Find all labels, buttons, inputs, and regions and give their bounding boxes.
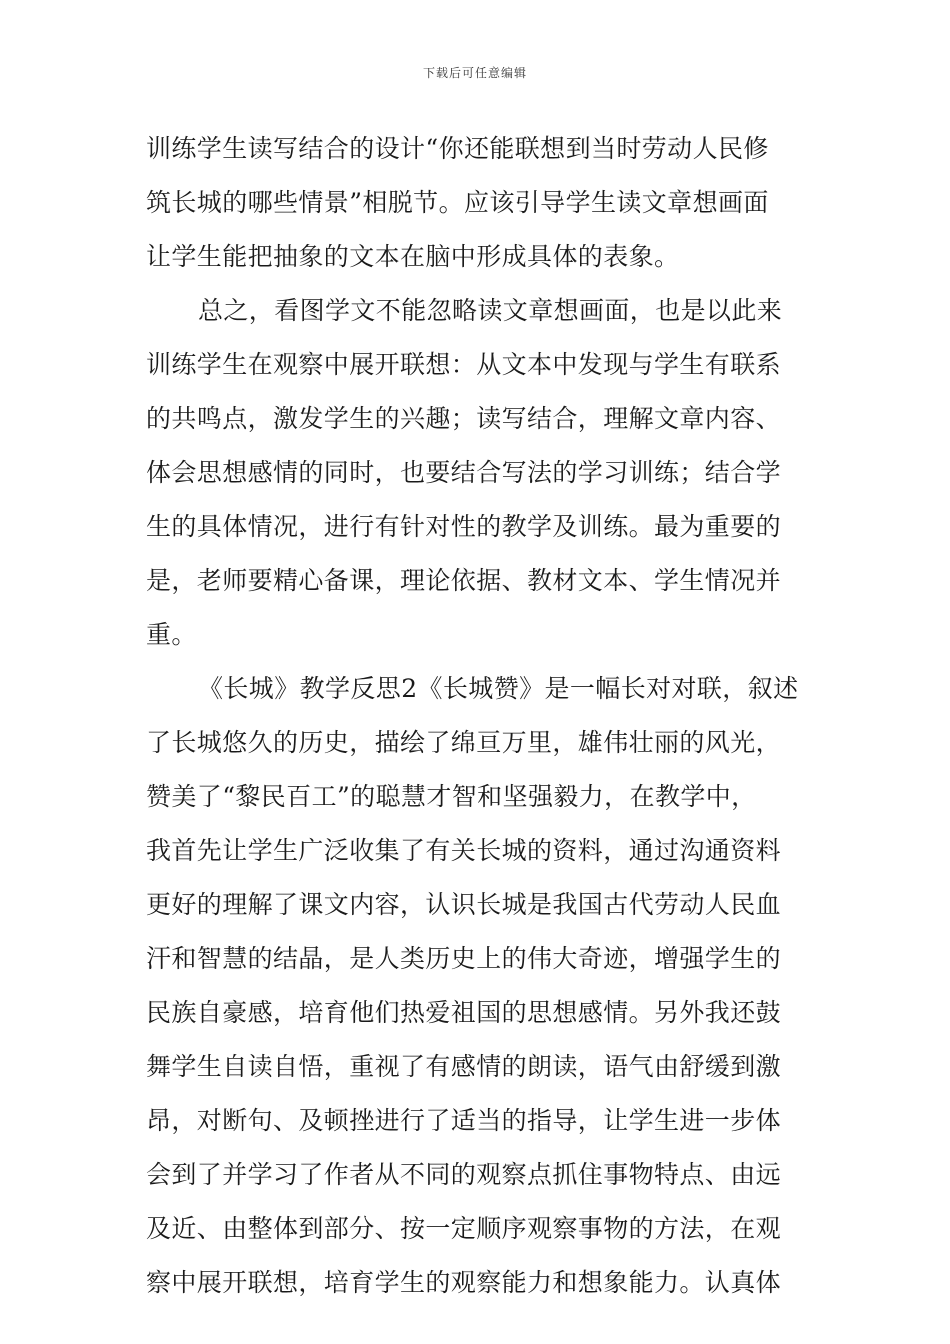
document-body xyxy=(146,122,811,1310)
text-line: 更好的理解了课文内容，认识长城是我国古代劳动人民血 xyxy=(146,890,782,919)
text-line: 我首先让学生广泛收集了有关长城的资料，通过沟通资料 xyxy=(146,836,782,865)
text-line: 让学生能把抽象的文本在脑中形成具体的表象。 xyxy=(146,242,680,271)
text-line: 及近、由整体到部分、按一定顺序观察事物的方法，在观 xyxy=(146,1214,782,1243)
text-line: 汗和智慧的结晶，是人类历史上的伟大奇迹，增强学生的 xyxy=(146,944,782,973)
text-line: 昂，对断句、及顿挫进行了适当的指导，让学生进一步体 xyxy=(146,1106,782,1135)
text-line: 了长城悠久的历史，描绘了绵亘万里，雄伟壮丽的风光， xyxy=(146,728,782,757)
text-line: 是，老师要精心备课，理论依据、教材文本、学生情况并 xyxy=(146,566,782,595)
text-line: 《长城》教学反思2《长城赞》是一幅长对对联，叙述 xyxy=(198,674,799,703)
text-line: 察中展开联想，培育学生的观察能力和想象能力。认真体 xyxy=(146,1268,782,1297)
text-line: 民族自豪感，培育他们热爱祖国的思想感情。另外我还鼓 xyxy=(146,998,782,1027)
text-line: 会到了并学习了作者从不同的观察点抓住事物特点、由远 xyxy=(146,1160,782,1189)
text-line: 赞美了“黎民百工”的聪慧才智和坚强毅力，在教学中， xyxy=(146,782,757,811)
text-line: 体会思想感情的同时，也要结合写法的学习训练；结合学 xyxy=(146,458,782,487)
page-header: 下载后可任意编辑 xyxy=(422,66,527,80)
text-line: 重。 xyxy=(146,620,197,649)
text-line: 生的具体情况，进行有针对性的教学及训练。最为重要的 xyxy=(146,512,782,541)
text-line: 总之，看图学文不能忽略读文章想画面，也是以此来 xyxy=(198,296,783,325)
text-line: 筑长城的哪些情景”相脱节。应该引导学生读文章想画面 xyxy=(146,188,769,217)
text-line: 的共鸣点，激发学生的兴趣；读写结合，理解文章内容、 xyxy=(146,404,782,433)
text-line: 舞学生自读自悟，重视了有感情的朗读，语气由舒缓到激 xyxy=(146,1052,782,1081)
text-line: 训练学生在观察中展开联想：从文本中发现与学生有联系 xyxy=(146,350,782,379)
text-line: 训练学生读写结合的设计“你还能联想到当时劳动人民修 xyxy=(146,134,769,163)
